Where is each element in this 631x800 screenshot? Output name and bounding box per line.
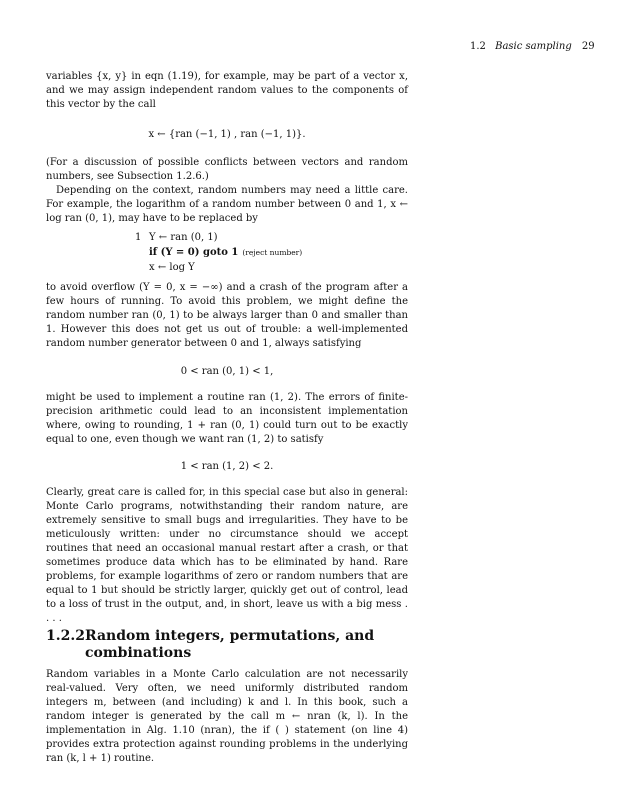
- algorithm-snippet: [135, 230, 302, 275]
- section-number: 1.2.2: [46, 628, 85, 644]
- paragraph-text: Clearly, great care is called for, in this special case but also in general: Monte Carlo programs, notwithstanding their random nature, are extremely sensitive to small bugs and irregularities. They have to be meticulously written: under no circumstance should we accept routines that need an occasional manual restart after a crash, or that sometimes produce data which has to be eliminated by hand. Rare problems, for example logarithms of zero or random numbers that are equal to 1 but should be strictly larger, quickly get out of control, lead to a loss of trust in the output, and, in short, leave us with a big mess . . . .: [46, 487, 408, 624]
- algo-line-text: Υ ← ran (0, 1): [149, 232, 218, 243]
- paragraph-great-care: [46, 486, 408, 626]
- paragraph-text: (For a discussion of possible conflicts between vectors and random numbers, see Subsection 1.2.6.): [46, 157, 408, 182]
- paragraph-rounding: [46, 391, 408, 447]
- paragraph-text: to avoid overflow (Υ = 0, x = −∞) and a crash of the program after a few hours of running. To avoid this problem, we might define the random number ran (0, 1) to be always larger than 0 and smaller than 1. However this does not get us out of trouble: a well-implemented random number generator between 0 and 1, always satisfying: [46, 282, 408, 349]
- header-section-title: Basic sampling: [495, 41, 572, 52]
- header-section-number: 1.2: [470, 41, 486, 52]
- paragraph-text: might be used to implement a routine ran (1, 2). The errors of finite-precision arithmetic could lead to an inconsistent implementation where, owing to rounding, 1 + ran (0, 1) could turn out to be exactly equal to one, even though we want ran (1, 2) to satisfy: [46, 392, 408, 445]
- paragraph-overflow: [46, 281, 408, 351]
- algo-line-2: [135, 245, 302, 260]
- algo-line-text: if (Υ = 0) goto 1: [149, 247, 239, 258]
- equation-vector-call: x ← {ran (−1, 1) , ran (−1, 1)}.: [148, 129, 306, 140]
- algo-line-comment: (reject number): [242, 248, 303, 257]
- algo-line-text: x ← log Υ: [149, 262, 195, 273]
- algo-line-3: [135, 260, 302, 275]
- section-heading: [46, 628, 408, 662]
- paragraph-context: [46, 156, 408, 226]
- paragraph-text: Depending on the context, random numbers may need a little care. For example, the logarithm of a random number between 0 and 1, x ← log ran (0, 1), may have to be replaced by: [46, 185, 408, 224]
- paragraph-text: variables {x, y} in eqn (1.19), for example, may be part of a vector x, and we may assign independent random values to the components of this vector by the call: [46, 71, 408, 110]
- paragraph-random-integers: [46, 668, 408, 766]
- algo-line-1: [135, 230, 302, 245]
- running-header: [470, 41, 595, 52]
- equation-ran-1-2: 1 < ran (1, 2) < 2.: [180, 461, 274, 472]
- paragraph-text: Random variables in a Monte Carlo calculation are not necessarily real-valued. Very often, we need uniformly distributed random integers m, between (and including) k and l. In this book, such a random integer is generated by the call m ← nran (k, l). In the implementation in Alg. 1.10 (nran), the if ( ) statement (on line 4) provides extra protection against rounding problems in the underlying ran (k, l + 1) routine.: [46, 669, 408, 764]
- equation-ran-0-1: 0 < ran (0, 1) < 1,: [180, 366, 274, 377]
- page-number: 29: [581, 41, 595, 52]
- section-title: Random integers, permutations, and combinations: [84, 628, 375, 661]
- algo-line-number: 1: [135, 232, 142, 243]
- paragraph-vector-assignment: [46, 70, 408, 112]
